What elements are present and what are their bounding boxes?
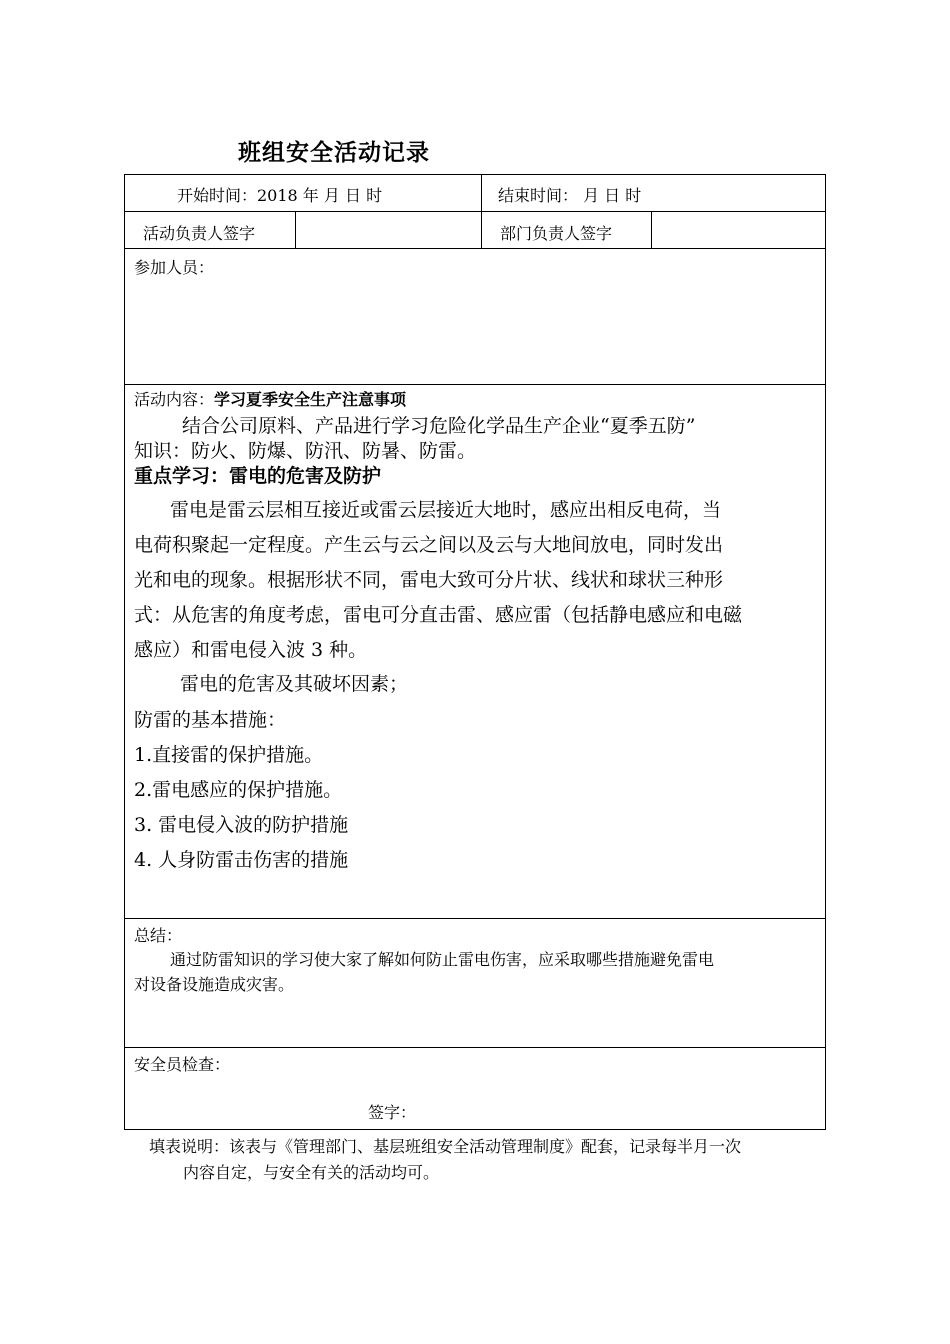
content-heading xyxy=(134,387,406,410)
measure-item: 4. 人身防雷击伤害的措施 xyxy=(134,849,349,871)
paragraph-line: 式：从危害的角度考虑，雷电可分直击雷、感应雷（包括静电感应和电磁 xyxy=(134,604,743,626)
content-label: 活动内容： xyxy=(134,390,215,409)
paragraph-line: 光和电的现象。根据形状不同，雷电大致可分片状、线状和球状三种形 xyxy=(134,569,724,591)
paragraph-line: 感应）和雷电侵入波 3 种。 xyxy=(134,639,368,661)
form-note-line2: 内容自定，与安全有关的活动均可。 xyxy=(183,1163,440,1182)
focus-heading: 重点学习：雷电的危害及防护 xyxy=(134,465,382,487)
time-row xyxy=(125,175,825,212)
dept-leader-label: 部门负责人签字 xyxy=(500,224,613,243)
end-time-text: 结束时间： 月 日 时 xyxy=(498,186,642,205)
dept-leader-label-cell xyxy=(481,212,651,248)
paragraph-line: 电荷积聚起一定程度。产生云与云之间以及云与大地间放电，同时发出 xyxy=(134,534,724,556)
summary-line1: 通过防雷知识的学习使大家了解如何防止雷电伤害，应采取哪些措施避免雷电 xyxy=(170,950,715,969)
measure-item: 2.雷电感应的保护措施。 xyxy=(134,779,343,801)
summary-line2: 对设备设施造成灾害。 xyxy=(134,975,295,994)
participants-label: 参加人员： xyxy=(134,258,215,277)
signature-label: 签字： xyxy=(368,1103,417,1122)
activity-leader-signature-field[interactable] xyxy=(295,212,481,248)
form-note-line1: 填表说明：该表与《管理部门、基层班组安全活动管理制度》配套，记录每半月一次 xyxy=(149,1137,742,1156)
summary-label: 总结： xyxy=(134,926,183,945)
measure-item: 3. 雷电侵入波的防护措施 xyxy=(134,814,349,836)
safety-check-row[interactable] xyxy=(125,1048,825,1131)
start-time-text: 开始时间：2018 年 月 日 时 xyxy=(177,186,383,205)
start-time-cell[interactable] xyxy=(125,175,481,211)
dept-leader-signature-field[interactable] xyxy=(651,212,827,248)
signature-row xyxy=(125,212,825,249)
participants-row[interactable] xyxy=(125,249,825,385)
paragraph-line: 雷电是雷云层相互接近或雷云层接近大地时，感应出相反电荷，当 xyxy=(170,499,722,521)
document-title: 班组安全活动记录 xyxy=(238,139,430,166)
end-time-cell[interactable] xyxy=(481,175,827,211)
content-intro-line2: 知识：防火、防爆、防汛、防暑、防雷。 xyxy=(134,440,477,462)
activity-leader-label: 活动负责人签字 xyxy=(143,224,256,243)
content-intro-line1: 结合公司原料、产品进行学习危险化学品生产企业“夏季五防” xyxy=(182,415,696,437)
activity-content-row[interactable] xyxy=(125,385,825,919)
hazard-line: 雷电的危害及其破坏因素； xyxy=(180,673,409,695)
summary-row[interactable] xyxy=(125,919,825,1048)
safety-check-label: 安全员检查： xyxy=(134,1055,231,1074)
measures-label: 防雷的基本措施： xyxy=(134,709,287,731)
activity-record-form xyxy=(124,174,826,1130)
activity-leader-label-cell xyxy=(125,212,295,248)
content-topic: 学习夏季安全生产注意事项 xyxy=(214,390,407,409)
measure-item: 1.直接雷的保护措施。 xyxy=(134,744,324,766)
